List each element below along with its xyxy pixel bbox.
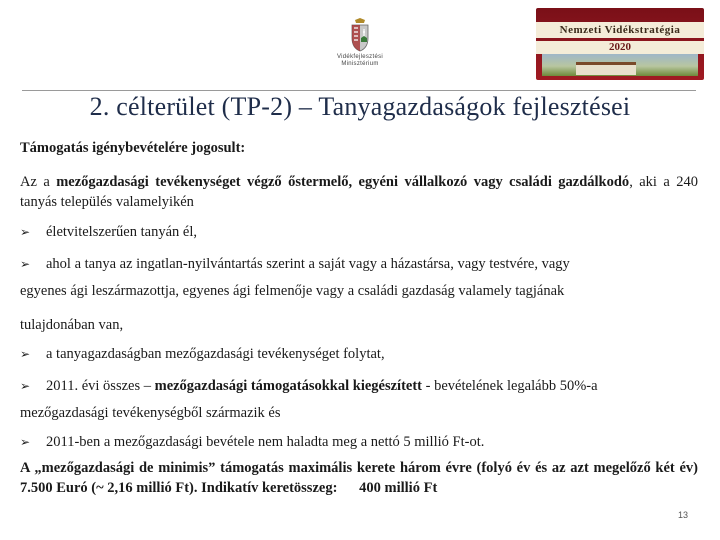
bullet-text-bold: mezőgazdasági támogatásokkal kiegészített — [154, 378, 423, 394]
bullet-text: 2011-ben a mezőgazdasági bevétele nem haladta meg a nettó 5 millió Ft-ot. — [46, 434, 485, 450]
banner-year: 2020 — [536, 41, 704, 54]
intro-paragraph — [20, 172, 698, 212]
logo-text-line2: Minisztérium — [341, 61, 379, 67]
bullet-continuation: mezőgazdasági tevékenységből származik és — [20, 405, 281, 421]
bullet-item — [20, 254, 698, 274]
bullet-continuation: egyenes ági leszármazottja, egyenes ági felmenője vagy a családi gazdaság valamely tagjának — [20, 283, 565, 299]
bullet-item — [20, 376, 698, 396]
bullet-text — [46, 376, 698, 396]
coat-of-arms-icon — [349, 18, 371, 52]
bullet-continuation: tulajdonában van, — [20, 317, 124, 333]
logo-text-line1: Vidékfejlesztési — [336, 54, 384, 60]
strategy-banner — [536, 8, 704, 80]
bullet-text: életvitelszerűen tanyán él, — [46, 224, 197, 240]
bullet-text: a tanyagazdaságban mezőgazdasági tevékenységet folytat, — [46, 346, 385, 362]
arrow-bullet-icon: ➢ — [20, 347, 31, 361]
de-minimis-paragraph: A „mezőgazdasági de minimis” támogatás maximális kerete három évre (folyó év és az azt megelőző két év) 7.500 Euró (~ 2,16 millió Ft). Indikatív keretösszeg: 400 millió Ft — [20, 460, 702, 496]
bullet-item — [20, 432, 698, 452]
intro-text-bold: mezőgazdasági tevékenységet végző őstermelő, egyéni vállalkozó vagy családi gazdálkodó — [56, 174, 630, 190]
bullet-text: ahol a tanya az ingatlan-nyilvántartás szerint a saját vagy a házastársa, vagy testvére, vagy — [46, 256, 570, 272]
arrow-bullet-icon: ➢ — [20, 379, 31, 393]
bullet-text-after: - bevételének legalább 50%-a — [422, 378, 598, 394]
bullet-text-before: 2011. évi összes – — [46, 378, 155, 394]
slide-content — [20, 138, 702, 498]
page-number: 13 — [678, 510, 689, 520]
title-divider — [22, 90, 696, 91]
arrow-bullet-icon: ➢ — [20, 435, 31, 449]
eligibility-heading: Támogatás igénybevételére jogosult: — [20, 140, 246, 156]
slide-title: 2. célterület (TP-2) – Tanyagazdaságok fejlesztései — [89, 92, 631, 121]
arrow-bullet-icon: ➢ — [20, 257, 31, 271]
intro-text-after: , aki a 240 tanyás település valamelyikén — [20, 174, 699, 210]
ministry-logo — [318, 18, 402, 84]
banner-title: Nemzeti Vidékstratégia — [536, 22, 704, 38]
intro-text-before: Az a — [20, 174, 57, 190]
bullet-item — [20, 344, 698, 364]
arrow-bullet-icon: ➢ — [20, 225, 31, 239]
banner-farmhouse-icon — [576, 62, 636, 75]
bullet-item — [20, 222, 698, 242]
